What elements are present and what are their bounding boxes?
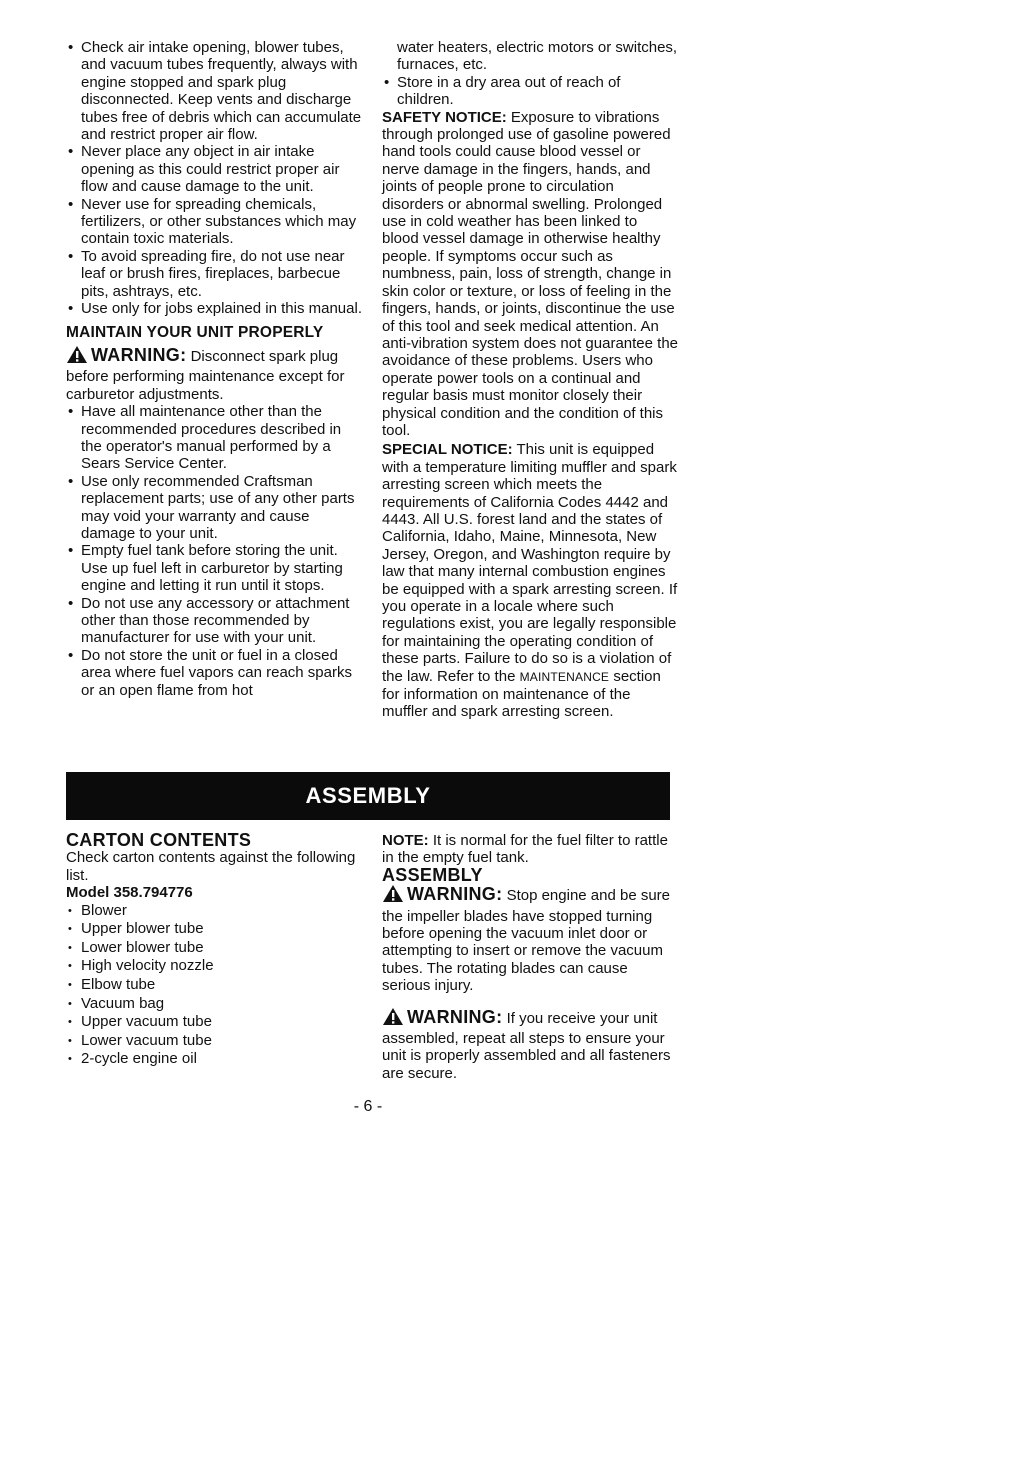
- safety-notice-label: SAFETY NOTICE:: [382, 108, 507, 126]
- carton-contents-heading: CARTON CONTENTS: [66, 830, 252, 850]
- warning-text: If you receive your unit assembled, repeat all steps to ensure your unit is properly assembled and all fasteners are secure.: [382, 1009, 671, 1082]
- list-item: • Store in a dry area out of reach of children.: [382, 74, 678, 109]
- warning-triangle-icon: [66, 345, 88, 368]
- banner-title: ASSEMBLY: [305, 783, 431, 808]
- special-notice-text: This unit is equipped with a temperature limiting muffler and spark arresting screen which meets the requirements of California Codes 4442 and 4443. All U.S. forest land and the states of California, Idaho, Maine, Minnesota, New Jersey, Oregon, and Washington require by law that many internal combustion engines be equipped with a spark arresting screen. If you operate in a locale where such regulations exist, you are legally responsible for maintaining the operating condition of these parts. Failure to do so is a violation of the law. Refer to the: [382, 441, 678, 685]
- list-item: • Elbow tube: [66, 976, 362, 995]
- maintenance-section-ref: MAINTENANCE: [519, 669, 610, 684]
- list-item: • Blower: [66, 902, 362, 921]
- special-notice-label: SPECIAL NOTICE:: [382, 441, 513, 459]
- safety-notice-text: Exposure to vibrations through prolonged use of gasoline powered hand tools could cause blood vessel or nerve damage in the fingers, hands, and joints of people prone to circulation disorders or abnormal swelling. Prolonged use in cold weather has been linked to blood vessel damage in otherwise healthy people. If symptoms occur such as numbness, pain, loss of strength, change in skin color or texture, or loss of feeling in the fingers, hands, or joints, discontinue the use of this tool and seek medical attention. An anti-vibration system does not guarantee the avoidance of these problems. Users who operate power tools on a continual and regular basis must monitor closely their physical condition and the condition of this tool.: [382, 108, 679, 439]
- assembly-banner: [66, 772, 670, 820]
- list-item: • Do not use any accessory or attachment other than those recommended by manufacturer for use with your unit.: [66, 595, 362, 647]
- carton-item-list: [66, 902, 362, 1069]
- special-notice: [382, 441, 678, 721]
- left-column-top: [66, 39, 362, 699]
- warning-text: Disconnect spark plug before performing maintenance except for carburetor adjustments.: [66, 347, 345, 403]
- list-item: • Do not store the unit or fuel in a closed area where fuel vapors can reach sparks or an open flame from hot: [66, 647, 362, 699]
- warning-triangle-icon: [382, 884, 404, 907]
- list-item: • Never use for spreading chemicals, fertilizers, or other substances which may contain toxic materials.: [66, 196, 362, 248]
- special-notice-text-end: section for information on maintenance of the muffler and spark arresting screen.: [382, 667, 661, 721]
- fuel-filter-note: [382, 832, 678, 867]
- warning-label: WARNING:: [407, 884, 503, 905]
- list-item: • Upper vacuum tube: [66, 1013, 362, 1032]
- note-label: NOTE:: [382, 832, 429, 849]
- maintain-heading: MAINTAIN YOUR UNIT PROPERLY: [66, 323, 324, 341]
- impeller-warning: [382, 884, 678, 994]
- list-item: • Never place any object in air intake opening as this could restrict proper air flow and cause damage to the unit.: [66, 143, 362, 195]
- list-continuation: water heaters, electric motors or switches, furnaces, etc.: [397, 39, 678, 74]
- right-column-bottom: [382, 832, 678, 1082]
- model-number: Model 358.794776: [66, 884, 193, 902]
- list-item: • To avoid spreading fire, do not use near leaf or brush fires, fireplaces, barbecue pits, ashtrays, etc.: [66, 248, 362, 300]
- left-column-bottom: [66, 832, 362, 1069]
- warning-text: Stop engine and be sure the impeller blades have stopped turning before opening the vacuum inlet door or attempting to insert or remove the vacuum tubes. The rotating blades can cause serious injury.: [382, 887, 671, 995]
- note-text: It is normal for the fuel filter to rattle in the empty fuel tank.: [382, 832, 668, 867]
- list-item: • 2-cycle engine oil: [66, 1050, 362, 1069]
- list-item: • Empty fuel tank before storing the unit. Use up fuel left in carburetor by starting engine and letting it run until it stops.: [66, 542, 362, 594]
- list-item: • Check air intake opening, blower tubes, and vacuum tubes frequently, always with engine stopped and spark plug disconnected. Keep vents and discharge tubes free of debris which can accumulate and restrict proper air flow.: [66, 39, 362, 143]
- list-item: • Lower blower tube: [66, 939, 362, 958]
- list-item: • Upper blower tube: [66, 920, 362, 939]
- safety-notice: [382, 109, 678, 440]
- storage-bullet-list: [382, 74, 678, 109]
- safety-bullet-list: [66, 39, 362, 318]
- list-item: • Use only recommended Craftsman replacement parts; use of any other parts may void your warranty and cause damage to your unit.: [66, 473, 362, 543]
- list-item: • Vacuum bag: [66, 995, 362, 1014]
- warning-label: WARNING:: [91, 344, 187, 365]
- list-item: • Have all maintenance other than the recommended procedures described in the operator's manual performed by a Sears Service Center.: [66, 403, 362, 473]
- list-item: • Lower vacuum tube: [66, 1032, 362, 1051]
- maintenance-bullet-list: [66, 403, 362, 699]
- right-column-top: [382, 39, 678, 721]
- assembly-heading: ASSEMBLY: [382, 864, 483, 885]
- list-item: • Use only for jobs explained in this manual.: [66, 300, 362, 317]
- warning-triangle-icon: [382, 1007, 404, 1030]
- warning-label: WARNING:: [407, 1006, 503, 1027]
- list-item: • High velocity nozzle: [66, 957, 362, 976]
- carton-intro: Check carton contents against the following list.: [66, 849, 356, 884]
- assembled-unit-warning: [382, 1007, 678, 1083]
- page-number: - 6 -: [353, 1098, 383, 1115]
- maintenance-warning: [66, 345, 362, 403]
